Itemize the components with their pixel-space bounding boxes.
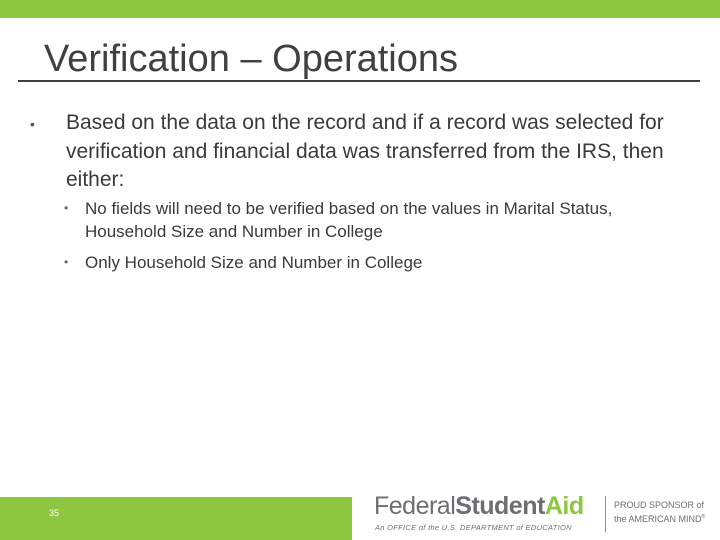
logo-tagline: An OFFICE of the U.S. DEPARTMENT of EDUCATION [375,523,572,532]
bullet-dot-icon: • [64,255,69,269]
footer-green-band [0,497,352,540]
bullet-dot-icon: • [64,201,69,215]
logo-student-text: Student [455,492,545,520]
sub-bullet-text: Only Household Size and Number in College [85,253,423,272]
logo-federal-text: Federal [374,492,456,520]
top-accent-bar [0,0,720,18]
bullet-item [30,109,690,195]
sponsor-line-2-text: the AMERICAN MIND [614,514,702,524]
logo-divider [605,496,606,532]
bullet-text: Based on the data on the record and if a record was selected for verification and financial data was transferred from the IRS, then either: [66,111,664,191]
slide-title: Verification – Operations [44,38,459,80]
sub-bullet-item [64,197,694,243]
registered-mark: ® [701,514,706,520]
fsa-wordmark [374,492,584,520]
sub-bullet-item [64,251,694,274]
federal-student-aid-logo [352,490,720,540]
page-number: 35 [49,508,60,518]
sponsor-line-1: PROUD SPONSOR of [614,500,705,510]
logo-aid-text: Aid [544,492,584,520]
bullet-dot-icon: • [30,116,35,132]
sub-bullet-text: No fields will need to be verified based on the values in Marital Status, Household Size and Number in College [85,199,613,241]
title-underline [18,80,700,82]
sponsor-line-2 [614,514,705,524]
